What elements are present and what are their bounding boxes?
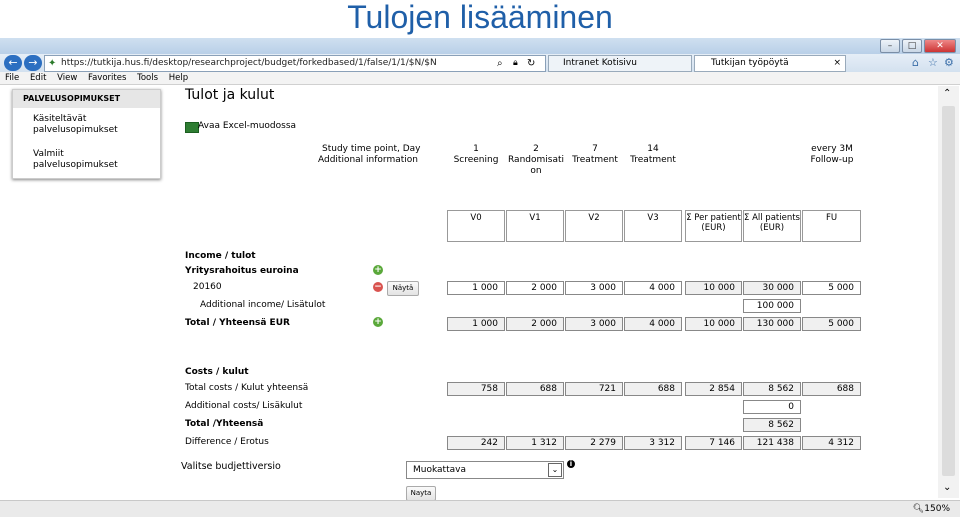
close-tab-icon[interactable]: × [833, 58, 841, 68]
menu-edit[interactable]: Edit [29, 73, 47, 83]
total-costs-label: Total costs / Kulut yhteensä [185, 383, 309, 393]
costs-total-all-patients: 8 562 [743, 382, 801, 396]
address-url: https://tutkija.hus.fi/desktop/researchproject/budget/forkedbased/1/false/1/1/$N/$N [61, 58, 437, 68]
col-header-v1: V1 [506, 210, 564, 242]
tab-label: Tutkijan työpöytä [711, 58, 789, 68]
show-entry-button[interactable]: Näytä [387, 281, 419, 296]
close-window-icon[interactable]: ✕ [924, 39, 956, 53]
show-button[interactable]: Nayta [406, 486, 436, 501]
col-header-all-patients: Σ All patients (EUR) [743, 210, 801, 242]
sidebar-header: PALVELUSOPIMUKSET [13, 90, 160, 108]
excel-icon[interactable] [185, 122, 199, 133]
income-total-fu: 5 000 [802, 317, 861, 331]
additional-info-label: Additional information [318, 155, 418, 165]
col-header-v2: V2 [565, 210, 623, 242]
income-entry-v0[interactable]: 1 000 [447, 281, 505, 295]
search-icon[interactable]: ⌕ [497, 58, 503, 69]
page-title: Tulot ja kulut [185, 87, 275, 103]
budget-version-selected: Muokattava [413, 465, 466, 475]
income-entry-per-patient: 10 000 [685, 281, 742, 295]
timepoint-v1: 2 Randomisati on [508, 144, 564, 176]
settings-gear-icon[interactable]: ⚙ [944, 56, 954, 69]
costs-section-title: Costs / kulut [185, 367, 249, 377]
income-total-per-patient: 10 000 [685, 317, 742, 331]
sidebar-item-valmiit[interactable]: Valmiit palvelusopimukset [33, 149, 118, 170]
difference-all-patients: 121 438 [743, 436, 801, 450]
income-entry-fu[interactable]: 5 000 [802, 281, 861, 295]
scroll-thumb[interactable] [942, 106, 955, 476]
menu-bar [0, 72, 960, 85]
maximize-icon[interactable]: □ [902, 39, 922, 53]
additional-costs-label: Additional costs/ Lisäkulut [185, 401, 303, 411]
scroll-up-icon[interactable]: ⌃ [943, 88, 952, 99]
costs-total-v2: 721 [565, 382, 623, 396]
zoom-icon[interactable]: 🔍︎ [912, 504, 924, 514]
company-funding-label: Yritysrahoitus euroina [185, 266, 299, 276]
col-header-v0: V0 [447, 210, 505, 242]
col-header-fu: FU [802, 210, 861, 242]
income-total-v2: 3 000 [565, 317, 623, 331]
site-icon: ✦ [48, 58, 57, 69]
col-header-per-patient: Σ Per patient (EUR) [685, 210, 742, 242]
costs-total-fu: 688 [802, 382, 861, 396]
forward-icon[interactable]: → [24, 55, 42, 71]
difference-fu: 4 312 [802, 436, 861, 450]
tab-tutkijan-tyopoyta[interactable] [694, 55, 846, 72]
costs-grand-total-label: Total /Yhteensä [185, 419, 264, 429]
difference-v3: 3 312 [624, 436, 682, 450]
home-icon[interactable]: ⌂ [912, 56, 919, 69]
difference-per-patient: 7 146 [685, 436, 742, 450]
refresh-icon[interactable]: ↻ [527, 58, 536, 69]
timepoint-v2: 7 Treatment [572, 144, 618, 165]
remove-entry-icon[interactable]: − [374, 282, 382, 292]
info-icon[interactable]: i [567, 460, 575, 468]
income-total-label: Total / Yhteensä EUR [185, 318, 290, 328]
favorites-star-icon[interactable]: ☆ [928, 56, 938, 69]
menu-file[interactable]: File [5, 73, 20, 83]
additional-income-label: Additional income/ Lisätulot [200, 300, 326, 310]
timepoint-v0: 1 Screening [453, 144, 499, 165]
menu-tools[interactable]: Tools [137, 73, 159, 83]
col-header-v3: V3 [624, 210, 682, 242]
costs-total-v0: 758 [447, 382, 505, 396]
income-section-title: Income / tulot [185, 251, 256, 261]
income-entry-v3[interactable]: 4 000 [624, 281, 682, 295]
income-entry-v2[interactable]: 3 000 [565, 281, 623, 295]
additional-costs-input[interactable]: 0 [743, 400, 801, 414]
difference-v0: 242 [447, 436, 505, 450]
tab-intranet[interactable] [548, 55, 692, 72]
study-time-label: Study time point, Day [322, 144, 421, 154]
entry-code: 20160 [193, 282, 222, 292]
timepoint-fu: every 3M Follow-up [810, 144, 854, 165]
excel-link[interactable]: Avaa Excel-muodossa [198, 121, 297, 131]
budget-version-label: Valitse budjettiversio [181, 461, 281, 472]
chevron-down-icon[interactable]: ⌄ [548, 463, 562, 477]
add-total-icon[interactable]: + [374, 317, 382, 327]
difference-v1: 1 312 [506, 436, 564, 450]
budget-version-select[interactable] [406, 461, 564, 479]
costs-grand-total-value: 8 562 [743, 418, 801, 432]
income-total-all-patients: 130 000 [743, 317, 801, 331]
minimize-icon[interactable]: – [880, 39, 900, 53]
difference-label: Difference / Erotus [185, 437, 269, 447]
menu-view[interactable]: View [57, 73, 78, 83]
sidebar [12, 89, 161, 179]
tab-label: Intranet Kotisivu [563, 58, 637, 68]
additional-income-input[interactable]: 100 000 [743, 299, 801, 313]
difference-v2: 2 279 [565, 436, 623, 450]
lock-icon: 🔒︎ [513, 58, 518, 68]
status-bar [0, 500, 960, 517]
income-entry-v1[interactable]: 2 000 [506, 281, 564, 295]
costs-total-per-patient: 2 854 [685, 382, 742, 396]
income-total-v3: 4 000 [624, 317, 682, 331]
zoom-level[interactable]: 150% [924, 504, 950, 514]
income-entry-all-patients: 30 000 [743, 281, 801, 295]
browser-titlebar [0, 38, 960, 54]
income-total-v0: 1 000 [447, 317, 505, 331]
sidebar-item-kasiteltavat[interactable]: Käsiteltävät palvelusopimukset [33, 114, 118, 135]
add-funding-icon[interactable]: + [374, 265, 382, 275]
menu-favorites[interactable]: Favorites [87, 73, 127, 83]
costs-total-v3: 688 [624, 382, 682, 396]
timepoint-v3: 14 Treatment [630, 144, 676, 165]
menu-help[interactable]: Help [168, 73, 189, 83]
income-total-v1: 2 000 [506, 317, 564, 331]
slide-title: Tulojen lisääminen [347, 0, 613, 35]
scroll-down-icon[interactable]: ⌄ [943, 482, 952, 493]
address-bar[interactable] [44, 55, 546, 72]
costs-total-v1: 688 [506, 382, 564, 396]
vertical-scrollbar[interactable] [938, 86, 959, 498]
back-icon[interactable]: ← [4, 55, 22, 71]
